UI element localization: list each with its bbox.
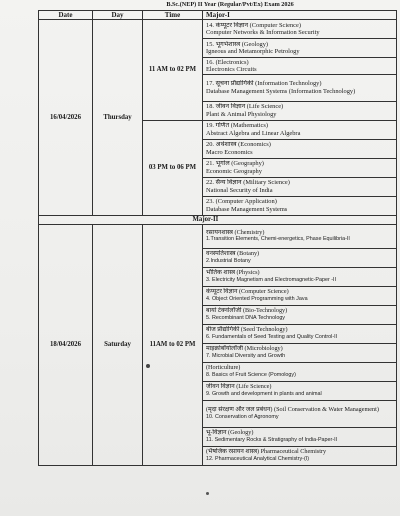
exam-date: 16/04/2026 [39, 20, 93, 216]
subject-cell: 14. कंप्यूटर विज्ञान (Computer Science) Computer Networks & Information Security [203, 20, 397, 39]
subject-cell: बायो टेक्नोलॉजी (Bio-Technology) 5. Recombinant DNA Technology [203, 305, 397, 324]
subject-cell: 23. (Computer Application) Database Management Systems [203, 196, 397, 215]
exam-date: 18/04/2026 [39, 224, 93, 465]
subject-cell: 20. अर्थशास्त्र (Economics) Macro Economics [203, 139, 397, 158]
exam-time: 03 PM to 06 PM [143, 120, 203, 215]
exam-day: Saturday [93, 224, 143, 465]
subject-cell: कंप्यूटर विज्ञान (Computer Science) 4. Object Oriented Programming with Java [203, 286, 397, 305]
subject-cell: वनस्पतिशास्त्र (Botany) 2.Industrial Botany [203, 248, 397, 267]
exam-time: 11AM to 02 PM [143, 224, 203, 465]
subject-cell: (मृदा संरक्षण और जल प्रबंधन) (Soil Conservation & Water Management) 10. Conservation of Agronomy [203, 400, 397, 427]
header-row [39, 11, 397, 20]
col-day: Day [93, 11, 143, 20]
subject-cell: भू-विज्ञान (Geology) 11. Sedimentary Rocks & Stratigraphy of India-Paper-II [203, 427, 397, 446]
subject-cell: 16. (Electronics) Electronics Circuits [203, 58, 397, 75]
subject-cell: 21. भूगोल (Geography) Economic Geography [203, 158, 397, 177]
subject-cell: रसायनशास्त्र (Chemistry) 1.Transition Elements, Chemi-energetics, Phase Equilibria-II [203, 224, 397, 248]
subject-cell: बीज प्रौद्योगिकी (Seed Technology) 6. Fundamentals of Seed Testing and Quality Control-II [203, 324, 397, 343]
exam-header: B.Sc.(NEP) II Year (Regular/Pvt/Ex) Exam 2026 [166, 1, 294, 8]
subject-cell: 18. जीवन विज्ञान (Life Science) Plant & Animal Physiology [203, 101, 397, 120]
subject-cell: 15. भूगर्भशास्त्र (Geology) Igneous and Metamorphic Petrology [203, 39, 397, 58]
subject-cell: (भैषजिक रसायन शास्त्र) Pharmaceutical Chemistry 12. Pharmaceutical Analytical Chemistry-(I) [203, 446, 397, 465]
subject-cell: 19. गणित (Mathematics) Abstract Algebra and Linear Algebra [203, 120, 397, 139]
exam-time: 11 AM to 02 PM [143, 20, 203, 121]
col-time: Time [143, 11, 203, 20]
subject-cell: जीवन विज्ञान (Life Science) 9. Growth and development in plants and animal [203, 381, 397, 400]
subject-cell: भौतिक शास्त्र (Physics) 3. Electricity Magnetism and Electromagnetic-Paper -II [203, 267, 397, 286]
ink-mark [206, 492, 209, 495]
ink-mark [146, 364, 150, 368]
subject-cell: 22. सैन्य विज्ञान (Military Science) National Security of India [203, 177, 397, 196]
col-major-2: Major-II [93, 215, 397, 224]
col-major-1: Major-I [203, 11, 397, 20]
col-date: Date [39, 11, 93, 20]
table-row [39, 224, 397, 248]
subject-cell: (Horticulture) 8. Basics of Fruit Science (Pomology) [203, 362, 397, 381]
subject-cell: 17. सूचना प्रौद्योगिकी (Information Technology) Database Management Systems (Information Technology) [203, 74, 397, 101]
exam-schedule-table [38, 10, 397, 466]
subject-cell: माइक्रोबॉयोलॉजी (Microbiology) 7. Microbial Diversity and Growth [203, 343, 397, 362]
exam-day: Thursday [93, 20, 143, 216]
table-row [39, 20, 397, 39]
major-2-header-row [39, 215, 397, 224]
